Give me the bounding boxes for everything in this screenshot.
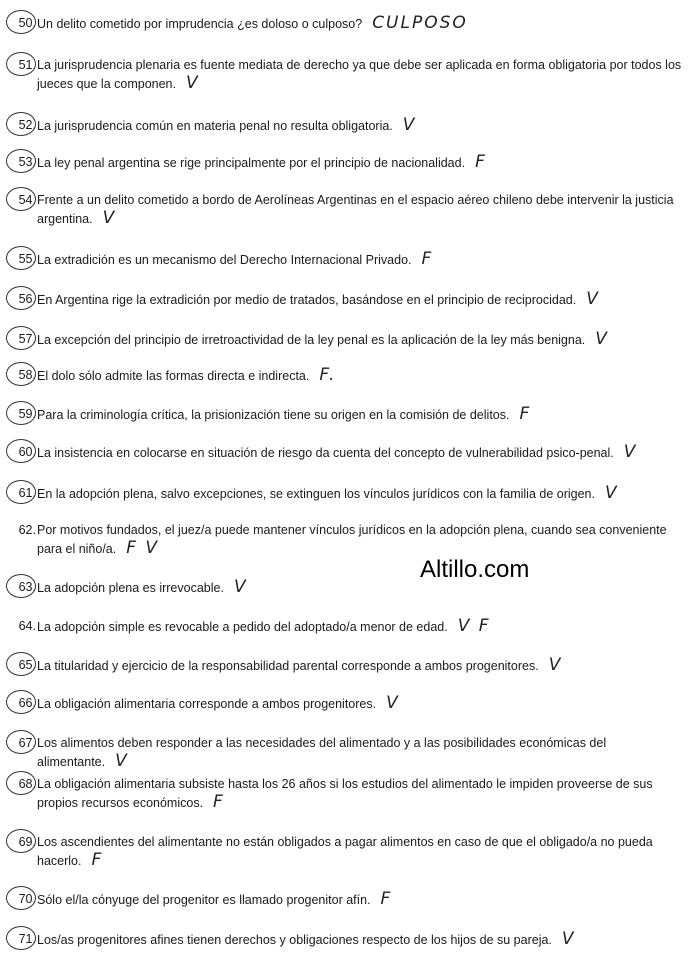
handwritten-answer: F bbox=[91, 850, 104, 870]
question-number: 54. bbox=[18, 193, 36, 207]
handwritten-answer: V F bbox=[457, 616, 491, 636]
question-number: 67. bbox=[18, 736, 36, 750]
question-text: La obligación alimentaria subsiste hasta los 26 años si los estudios del alimentado le impiden proveerse de sus propios recursos económicos. bbox=[37, 777, 653, 810]
handwritten-answer: CULPOSO bbox=[372, 13, 468, 33]
question-text-block bbox=[37, 14, 687, 33]
circle-annotation bbox=[6, 401, 36, 425]
circle-annotation bbox=[6, 149, 36, 173]
question-text-block bbox=[37, 56, 687, 93]
question-number: 61. bbox=[18, 486, 36, 500]
question-text: La adopción simple es revocable a pedido del adoptado/a menor de edad. bbox=[37, 620, 448, 634]
question-number: 62. bbox=[18, 523, 36, 537]
question-text-block bbox=[37, 890, 687, 909]
question-text-block bbox=[37, 330, 687, 349]
question-number: 66. bbox=[18, 696, 36, 710]
question-number: 70. bbox=[18, 892, 36, 906]
question-number: 58. bbox=[18, 368, 36, 382]
circle-annotation bbox=[6, 246, 36, 270]
handwritten-answer: F. bbox=[319, 365, 337, 385]
circle-annotation bbox=[6, 439, 36, 463]
question-text: La titularidad y ejercicio de la responsabilidad parental corresponde a ambos progenitores. bbox=[37, 659, 539, 673]
handwritten-answer: F V bbox=[126, 538, 160, 558]
circle-annotation bbox=[6, 574, 36, 598]
question-text-block bbox=[37, 775, 687, 812]
question-number: 50. bbox=[18, 16, 36, 30]
question-text-block bbox=[37, 290, 687, 309]
question-number: 55. bbox=[18, 252, 36, 266]
question-text: La jurisprudencia plenaria es fuente mediata de derecho ya que debe ser aplicada en forma obligatoria por todos los jueces que la componen. bbox=[37, 58, 682, 91]
handwritten-answer: V bbox=[561, 929, 576, 949]
handwritten-answer: F bbox=[380, 889, 393, 909]
handwritten-answer: V bbox=[604, 483, 619, 503]
question-text-block bbox=[37, 405, 687, 424]
circle-annotation bbox=[6, 112, 36, 136]
handwritten-answer: F bbox=[421, 249, 434, 269]
handwritten-answer: V bbox=[586, 289, 600, 309]
question-text: En Argentina rige la extradición por medio de tratados, basándose en el principio de reciprocidad. bbox=[37, 293, 577, 307]
handwritten-answer: V bbox=[185, 73, 200, 93]
question-text: La extradición es un mecanismo del Derecho Internacional Privado. bbox=[37, 253, 412, 267]
circle-annotation bbox=[6, 326, 36, 350]
question-number: 53. bbox=[18, 155, 36, 169]
question-number: 57. bbox=[18, 332, 36, 346]
question-text-block bbox=[37, 521, 687, 558]
question-number: 63. bbox=[18, 580, 36, 594]
circle-annotation bbox=[6, 652, 36, 676]
question-text-block bbox=[37, 250, 687, 269]
handwritten-answer: V bbox=[102, 208, 117, 228]
handwritten-answer: V bbox=[386, 693, 400, 713]
circle-annotation bbox=[6, 362, 36, 386]
question-text-block bbox=[37, 578, 687, 597]
question-text: La insistencia en colocarse en situación de riesgo da cuenta del concepto de vulnerabilidad psico-penal. bbox=[37, 446, 614, 460]
question-text: Por motivos fundados, el juez/a puede mantener vínculos jurídicos en la adopción plena, cuando sea conveniente para el niño/a. bbox=[37, 523, 667, 556]
question-text-block bbox=[37, 833, 687, 870]
handwritten-answer: V bbox=[402, 115, 417, 135]
question-text: La adopción plena es irrevocable. bbox=[37, 581, 224, 595]
question-number: 64. bbox=[18, 619, 36, 633]
question-text: La excepción del principio de irretroactividad de la ley penal es la aplicación de la ley más benigna. bbox=[37, 333, 586, 347]
question-number: 65. bbox=[18, 658, 36, 672]
handwritten-answer: V bbox=[623, 442, 638, 462]
question-text: Los alimentos deben responder a las necesidades del alimentado y a las posibilidades económicas del alimentante. bbox=[37, 736, 607, 769]
question-text-block bbox=[37, 366, 687, 385]
circle-annotation bbox=[6, 886, 36, 910]
question-text-block bbox=[37, 116, 687, 135]
circle-annotation bbox=[6, 829, 36, 853]
circle-annotation bbox=[6, 52, 36, 76]
question-text-block bbox=[37, 617, 687, 636]
circle-annotation bbox=[6, 286, 36, 310]
question-text: Frente a un delito cometido a bordo de Aerolíneas Argentinas en el espacio aéreo chileno debe intervenir la justicia argentina. bbox=[37, 193, 674, 226]
question-text: Sólo el/la cónyuge del progenitor es llamado progenitor afín. bbox=[37, 893, 371, 907]
circle-annotation bbox=[6, 690, 36, 714]
question-text: Un delito cometido por imprudencia ¿es doloso o culposo? bbox=[37, 17, 363, 31]
question-text-block bbox=[37, 930, 687, 949]
question-text: Los ascendientes del alimentante no están obligados a pagar alimentos en caso de que el obligado/a no pueda hacerlo. bbox=[37, 835, 653, 868]
handwritten-answer: F bbox=[213, 792, 225, 812]
watermark-text: Altillo.com bbox=[420, 556, 530, 583]
question-text: En la adopción plena, salvo excepciones, se extinguen los vínculos jurídicos con la familia de origen. bbox=[37, 487, 595, 501]
question-text: El dolo sólo admite las formas directa e indirecta. bbox=[37, 369, 310, 383]
question-text-block bbox=[37, 694, 687, 713]
question-number: 52. bbox=[18, 118, 36, 132]
question-number: 71. bbox=[18, 932, 36, 946]
question-text-block bbox=[37, 484, 687, 503]
question-number: 68. bbox=[18, 777, 36, 791]
question-text-block bbox=[37, 191, 687, 228]
question-text-block bbox=[37, 443, 687, 462]
question-text: La ley penal argentina se rige principalmente por el principio de nacionalidad. bbox=[37, 156, 466, 170]
handwritten-answer: F bbox=[475, 152, 487, 172]
circle-annotation bbox=[6, 480, 36, 504]
question-text: Los/as progenitores afines tienen derechos y obligaciones respecto de los hijos de su pareja. bbox=[37, 933, 552, 947]
circle-annotation bbox=[6, 730, 36, 754]
question-text-block bbox=[37, 734, 687, 771]
handwritten-answer: F bbox=[519, 404, 532, 424]
circle-annotation bbox=[6, 10, 36, 34]
question-text: La obligación alimentaria corresponde a ambos progenitores. bbox=[37, 697, 377, 711]
question-text: La jurisprudencia común en materia penal no resulta obligatoria. bbox=[37, 119, 393, 133]
question-number: 56. bbox=[18, 292, 36, 306]
circle-annotation bbox=[6, 187, 36, 211]
question-number: 60. bbox=[18, 445, 36, 459]
question-number: 69. bbox=[18, 835, 36, 849]
question-text-block bbox=[37, 153, 687, 172]
question-number: 51. bbox=[18, 58, 36, 72]
handwritten-answer: V bbox=[233, 577, 248, 597]
question-number: 59. bbox=[18, 407, 36, 421]
handwritten-answer: V bbox=[548, 655, 563, 675]
question-text: Para la criminología crítica, la prisionización tiene su origen en la comisión de delitos. bbox=[37, 408, 510, 422]
handwritten-answer: V bbox=[115, 751, 129, 771]
circle-annotation bbox=[6, 771, 36, 795]
handwritten-answer: V bbox=[595, 329, 609, 349]
circle-annotation bbox=[6, 926, 36, 950]
question-text-block bbox=[37, 656, 687, 675]
